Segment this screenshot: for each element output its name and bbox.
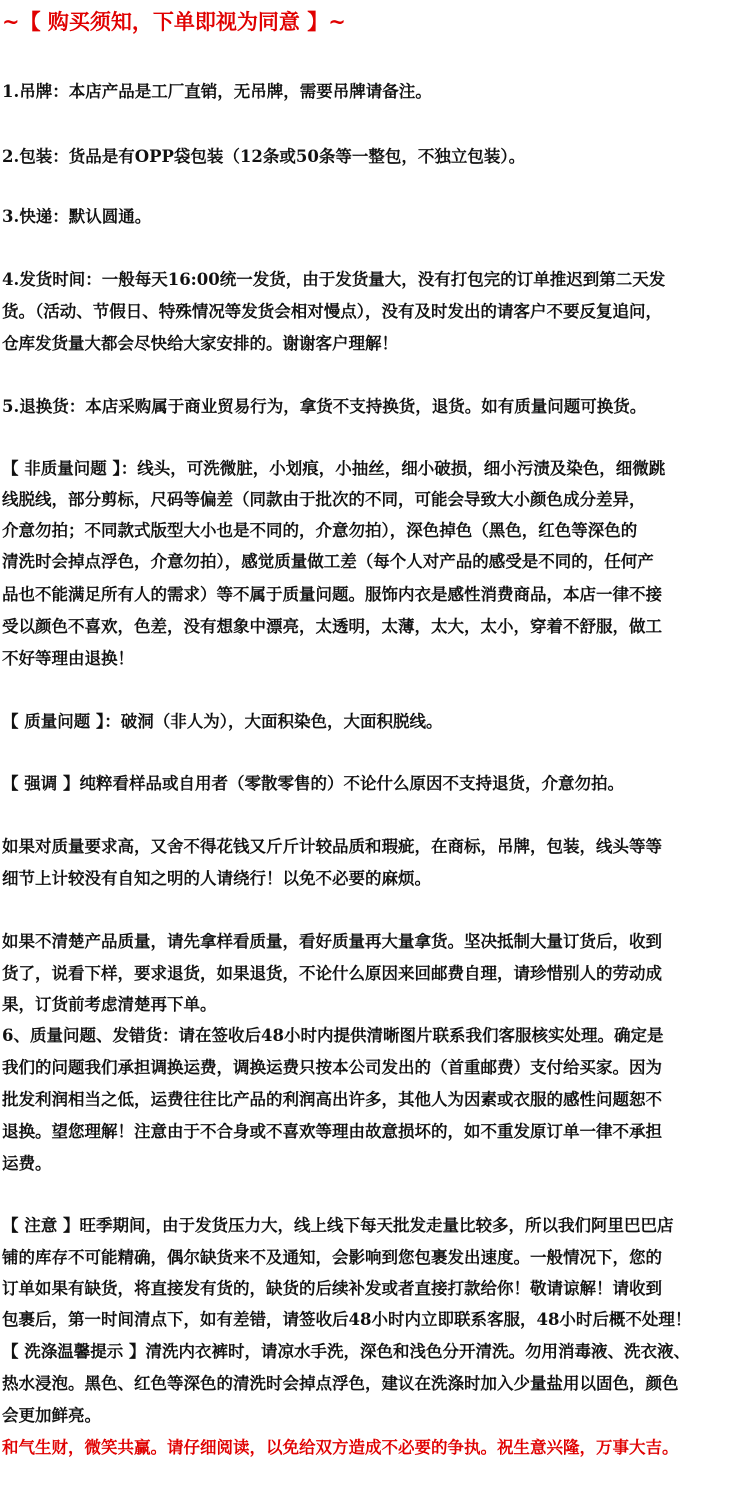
washing-tip-line: 【 洗涤温馨提示 】清洗内衣裤时，请凉水手洗，深色和浅色分开清洗。勿用消毒液、洗衣液、 (2, 1342, 690, 1361)
washing-tip-line: 会更加鲜亮。 (2, 1406, 101, 1425)
notice-line: 铺的库存不可能精确，偶尔缺货来不及通知，会影响到您包裹发出速度。一般情况下，您的 (2, 1248, 662, 1267)
non-quality-line: 线脱线，部分剪标，尺码等偏差（同款由于批次的不同，可能会导致大小颜色成分差异， (2, 490, 646, 509)
page-title: ~【 购买须知，下单即视为同意 】~ (2, 9, 346, 34)
sample-first-line: 退换。望您理解！注意由于不合身或不喜欢等理由故意损坏的，如不重发原订单一律不承担 (2, 1122, 662, 1141)
shipping-line: 4.发货时间：一般每天16:00统一发货，由于发货量大，没有打包完的订单推迟到第二天发 (2, 270, 666, 289)
washing-tip-line: 热水浸泡。黑色、红色等深色的清洗时会掉点浮色，建议在洗涤时加入少量盐用以固色，颜色 (2, 1374, 679, 1393)
sample-first-line: 批发利润相当之低，运费往往比产品的利润高出许多，其他人为因素或衣服的感性问题恕不 (2, 1090, 662, 1109)
non-quality-line: 不好等理由退换！ (2, 649, 134, 668)
high-requirements-line: 如果对质量要求高，又舍不得花钱又斤斤计较品质和瑕疵，在商标，吊牌，包装，线头等等 (2, 837, 662, 856)
sample-first-line: 货了，说看下样，要求退货，如果退货，不论什么原因来回邮费自理，请珍惜别人的劳动成 (2, 964, 662, 983)
high-requirements-line: 细节上计较没有自知之明的人请绕行！以免不必要的麻烦。 (2, 869, 431, 888)
notice-line: 订单如果有缺货，将直接发有货的，缺货的后续补发或者直接打款给你！敬请谅解！请收到 (2, 1279, 662, 1298)
returns-line: 5.退换货：本店采购属于商业贸易行为，拿货不支持换货，退货。如有质量问题可换货。 (2, 397, 647, 416)
sample-first-line: 6、质量问题、发错货：请在签收后48小时内提供清晰图片联系我们客服核实处理。确定是 (2, 1026, 664, 1045)
notice-line: 包裹后，第一时间清点下，如有差错，请签收后48小时内立即联系客服，48小时后概不处理！ (2, 1310, 692, 1329)
closing-line: 和气生财，微笑共赢。请仔细阅读，以免给双方造成不必要的争执。祝生意兴隆，万事大吉。 (2, 1438, 679, 1457)
sample-first-line: 果，订货前考虑清楚再下单。 (2, 995, 217, 1014)
shipping-line: 仓库发货量大都会尽快给大家安排的。谢谢客户理解！ (2, 334, 398, 353)
sample-first-line: 我们的问题我们承担调换运费，调换运费只按本公司发出的（首重邮费）支付给买家。因为 (2, 1058, 662, 1077)
express-line: 3.快递：默认圆通。 (2, 207, 152, 226)
sample-first-line: 运费。 (2, 1154, 52, 1173)
non-quality-line: 介意勿拍；不同款式版型大小也是不同的，介意勿拍），深色掉色（黑色，红色等深色的 (2, 521, 638, 540)
emphasis-line: 【 强调 】纯粹看样品或自用者（零散零售的）不论什么原因不支持退货，介意勿拍。 (2, 774, 624, 793)
packaging-line: 2.包装：货品是有OPP袋包装（12条或50条等一整包，不独立包装）。 (2, 147, 526, 166)
notice-line: 【 注意 】旺季期间，由于发货压力大，线上线下每天批发走量比较多，所以我们阿里巴巴店 (2, 1216, 674, 1235)
non-quality-line: 清洗时会掉点浮色，介意勿拍），感觉质量做工差（每个人对产品的感受是不同的，任何产 (2, 552, 654, 571)
sample-first-line: 如果不清楚产品质量，请先拿样看质量，看好质量再大量拿货。坚决抵制大量订货后，收到 (2, 932, 662, 951)
hangtag-line: 1.吊牌：本店产品是工厂直销，无吊牌，需要吊牌请备注。 (2, 82, 432, 101)
non-quality-line: 品也不能满足所有人的需求）等不属于质量问题。服饰内衣是感性消费商品，本店一律不接 (2, 585, 662, 604)
shipping-line: 货。（活动、节假日、特殊情况等发货会相对慢点），没有及时发出的请客户不要反复追问， (2, 302, 662, 321)
non-quality-line: 【 非质量问题 】：线头，可洗微脏，小划痕，小抽丝，细小破损，细小污渍及染色，细微跳 (2, 459, 666, 478)
non-quality-line: 受以颜色不喜欢，色差，没有想象中漂亮，太透明，太薄，太大，太小，穿着不舒服，做工 (2, 617, 662, 636)
quality-line: 【 质量问题 】：破洞（非人为），大面积染色，大面积脱线。 (2, 712, 443, 731)
